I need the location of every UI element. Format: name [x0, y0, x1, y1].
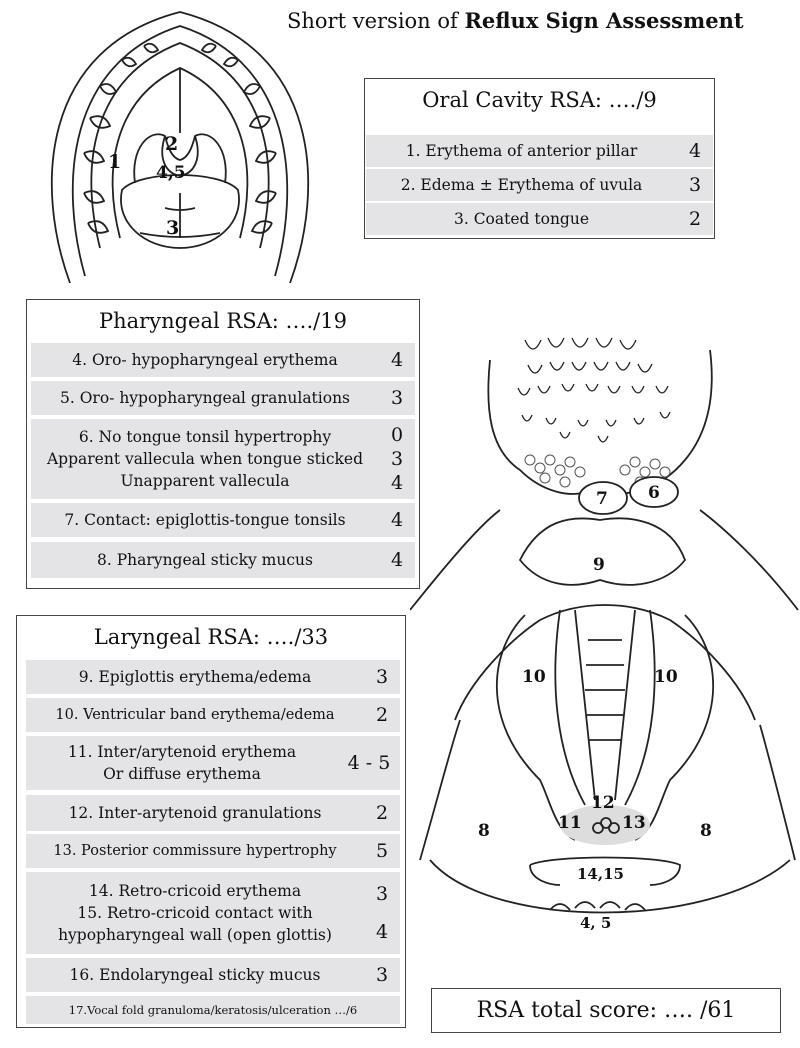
laryngeal-item-line: 11. Inter/arytenoid erythema: [67, 743, 297, 761]
oral-item-3: [366, 203, 713, 235]
larynx-label-14-15: 14,15: [577, 865, 624, 883]
laryngeal-item-line: 15. Retro-cricoid contact with: [77, 904, 313, 922]
larynx-label-8-right: 8: [700, 821, 712, 841]
oral-cavity-title: Oral Cavity RSA: …./9: [422, 88, 657, 112]
oral-item-label: 3. Coated tongue: [453, 210, 590, 228]
laryngeal-item-label: 16. Endolaryngeal sticky mucus: [69, 966, 321, 984]
pharyngeal-item-score: 4: [390, 509, 404, 531]
oral-item-label: 1. Erythema of anterior pillar: [405, 142, 638, 160]
total-score-label: RSA total score: …. /61: [476, 998, 736, 1023]
pharyngeal-item-line: Apparent vallecula when tongue sticked: [46, 450, 364, 468]
title-bold: Reflux Sign Assessment: [464, 8, 744, 33]
pharyngeal-item-label: 5. Oro- hypopharyngeal granulations: [59, 389, 351, 407]
laryngeal-box: [16, 615, 406, 1028]
laryngeal-item-14-15: [26, 872, 400, 954]
laryngeal-item-score: 5: [375, 840, 389, 862]
larynx-label-10-left: 10: [522, 667, 546, 687]
laryngeal-item-13: [26, 834, 400, 868]
laryngeal-item-label: 10. Ventricular band erythema/edema: [55, 707, 335, 723]
pharyngeal-item-6: [31, 419, 415, 499]
laryngeal-item-score: [364, 906, 400, 920]
laryngeal-item-label: 17.Vocal fold granuloma/keratosis/ulceration …/6: [68, 1003, 358, 1017]
laryngeal-item-11: [26, 736, 400, 790]
larynx-label-10-right: 10: [654, 667, 678, 687]
laryngeal-item-score: 2: [375, 802, 389, 824]
pharyngeal-item-score: 4: [390, 549, 404, 571]
laryngeal-item-label: 9. Epiglottis erythema/edema: [78, 668, 312, 686]
laryngeal-item-line: Or diffuse erythema: [103, 765, 261, 783]
total-score-box: [431, 988, 781, 1033]
larynx-label-8-left: 8: [478, 821, 490, 841]
larynx-label-12: 12: [591, 793, 615, 813]
larynx-label-7: 7: [596, 489, 608, 509]
pharyngeal-title: Pharyngeal RSA: …./19: [99, 309, 347, 333]
larynx-label-9: 9: [593, 555, 605, 575]
larynx-label-4-5: 4, 5: [580, 914, 612, 930]
oral-item-score: 4: [688, 140, 702, 162]
mouth-label-1: 1: [108, 151, 122, 173]
pharyngeal-item-score: 3: [390, 387, 404, 409]
pharyngeal-item-line: Unapparent vallecula: [120, 472, 290, 490]
larynx-label-11: 11: [558, 813, 582, 833]
pharyngeal-item-line: 6. No tongue tonsil hypertrophy: [78, 428, 332, 446]
laryngeal-item-score: 4: [375, 921, 389, 943]
larynx-diagram: [410, 320, 800, 930]
laryngeal-item-score: 3: [375, 883, 389, 905]
laryngeal-item-score: 4 - 5: [347, 752, 391, 774]
mouth-label-4-5: 4,5: [156, 163, 186, 183]
pharyngeal-item-8: [31, 542, 415, 578]
oral-item-score: 2: [688, 208, 702, 230]
pharyngeal-item-score: 4: [390, 349, 404, 371]
oral-item-1: [366, 135, 713, 167]
laryngeal-title: Laryngeal RSA: …./33: [93, 625, 329, 649]
mouth-label-3: 3: [166, 217, 180, 239]
laryngeal-item-10: [26, 698, 400, 732]
laryngeal-item-label: 12. Inter-arytenoid granulations: [68, 804, 322, 822]
laryngeal-item-score: 2: [375, 704, 389, 726]
pharyngeal-item-score: 4: [390, 472, 404, 494]
oral-item-label: 2. Edema ± Erythema of uvula: [400, 176, 643, 194]
pharyngeal-item-score: 3: [390, 448, 404, 470]
laryngeal-item-17: [26, 996, 400, 1024]
oral-item-score: 3: [688, 174, 702, 196]
laryngeal-item-12: [26, 795, 400, 831]
larynx-label-6: 6: [648, 483, 660, 503]
laryngeal-item-9: [26, 660, 400, 694]
oral-item-2: [366, 169, 713, 201]
page-title: [287, 8, 744, 33]
oral-cavity-box: [364, 78, 715, 239]
laryngeal-item-score: 3: [375, 666, 389, 688]
pharyngeal-item-5: [31, 381, 415, 415]
laryngeal-item-score: 3: [375, 964, 389, 986]
laryngeal-item-line: hypopharyngeal wall (open glottis): [58, 926, 332, 944]
laryngeal-item-label: 13. Posterior commissure hypertrophy: [53, 843, 337, 859]
title-prefix: Short version of: [287, 9, 465, 33]
pharyngeal-item-label: 7. Contact: epiglottis-tongue tonsils: [64, 511, 346, 529]
pharyngeal-item-label: 8. Pharyngeal sticky mucus: [97, 551, 313, 569]
laryngeal-item-line: 14. Retro-cricoid erythema: [88, 882, 302, 900]
pharyngeal-item-score: 0: [390, 424, 404, 446]
pharyngeal-item-4: [31, 343, 415, 377]
pharyngeal-item-label: 4. Oro- hypopharyngeal erythema: [72, 351, 338, 369]
mouth-label-2: 2: [165, 133, 179, 155]
laryngeal-item-16: [26, 958, 400, 992]
pharyngeal-box: [26, 299, 420, 589]
larynx-label-13: 13: [622, 813, 646, 833]
oral-cavity-diagram: [40, 8, 320, 283]
pharyngeal-item-7: [31, 503, 415, 537]
